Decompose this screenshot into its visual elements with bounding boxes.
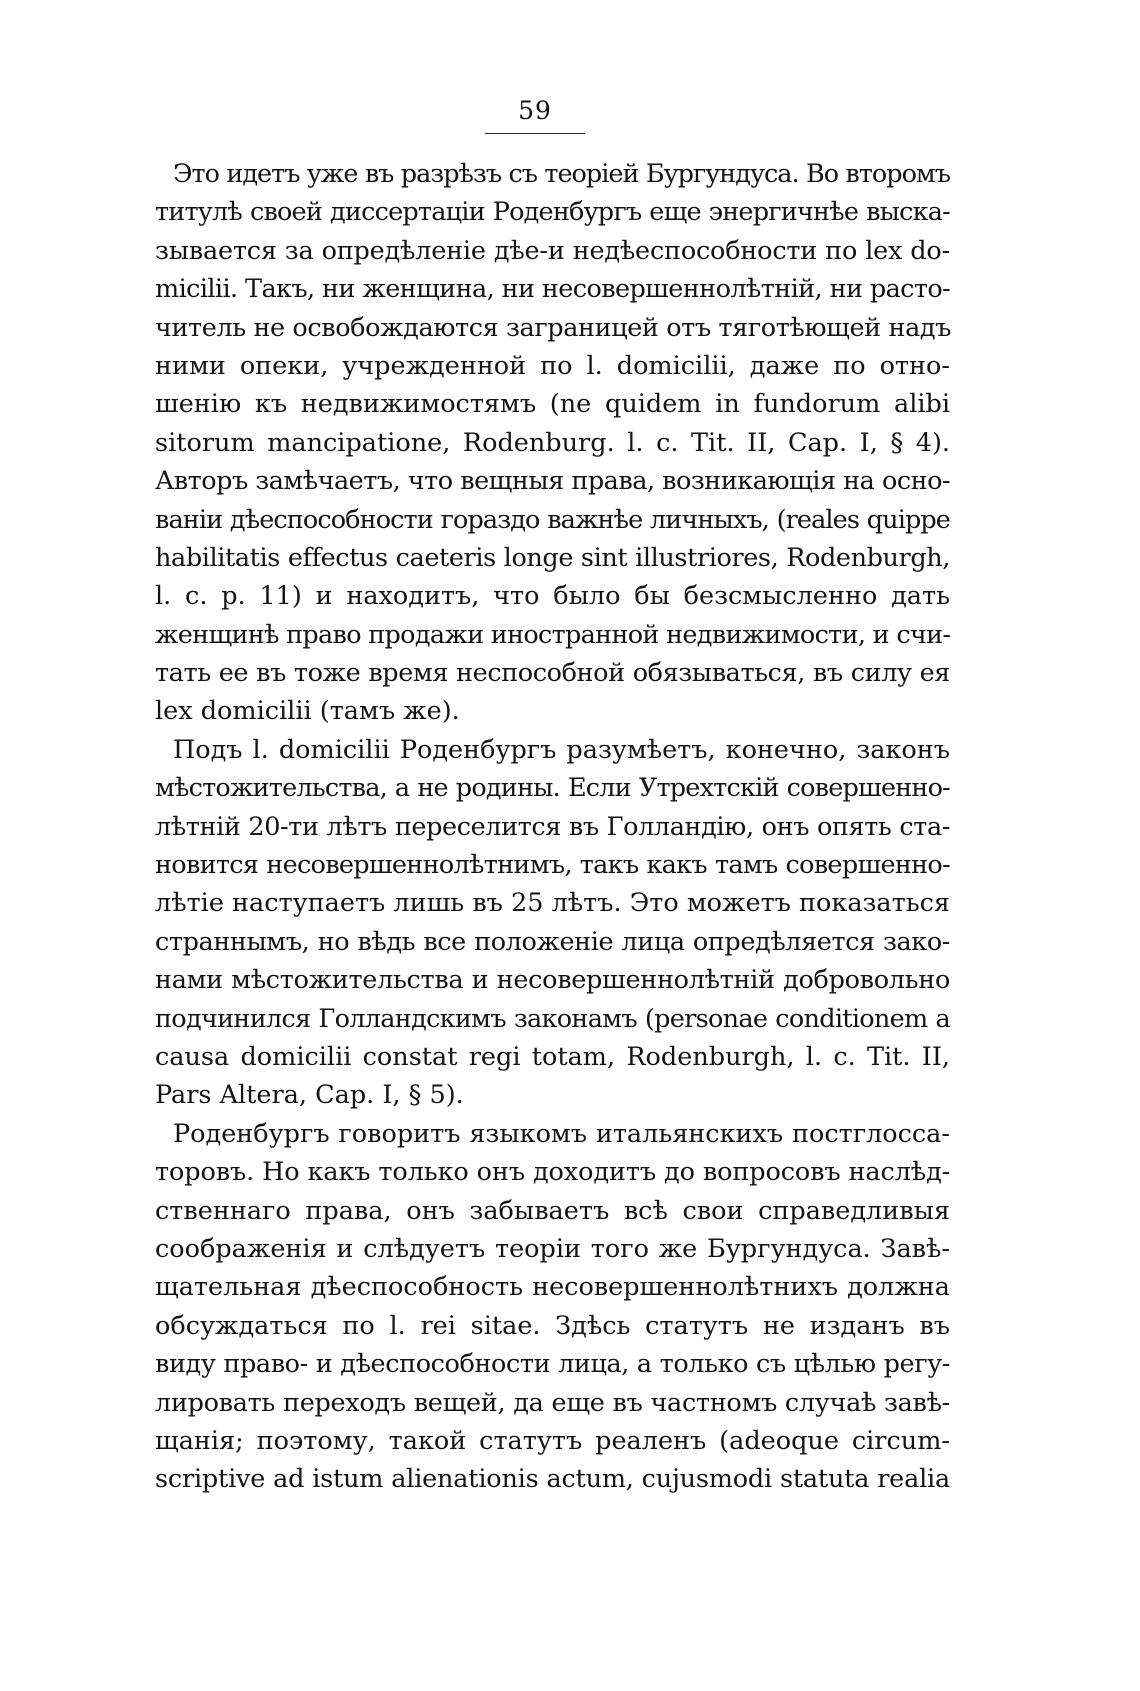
text-line: тать ее въ тоже время неспособной обязываться, въ силу ея [155, 658, 950, 689]
text-line: micilii. Такъ, ни женщина, ни несовершеннолѣтній, ни расто- [155, 274, 951, 305]
text-line: обсуждаться по l. rei sitae. Здѣсь статутъ не изданъ въ [155, 1310, 950, 1341]
text-line: подчинился Голландскимъ законамъ (personae conditionem a [155, 1003, 950, 1034]
text-line: новится несовершеннолѣтнимъ, такъ какъ тамъ совершенно- [155, 850, 950, 881]
text-line: лѣтіе наступаетъ лишь въ 25 лѣтъ. Это можетъ показаться [155, 888, 950, 919]
paragraph-1 [155, 155, 950, 731]
text-line: виду право- и дѣеспособности лица, а только съ цѣлью регу- [155, 1349, 950, 1380]
text-line: ственнаго права, онъ забываетъ всѣ свои справедливыя [155, 1195, 950, 1226]
text-line: Авторъ замѣчаетъ, что вещныя права, возникающія на осно- [155, 466, 951, 497]
text-line: scriptive ad istum alienationis actum, cujusmodi statuta realia [155, 1464, 950, 1495]
text-line: ваніи дѣеспособности гораздо важнѣе личныхъ, (reales quippe [155, 504, 950, 535]
header-rule [485, 133, 585, 134]
text-line: титулѣ своей диссертаціи Роденбургъ еще энергичнѣе выска- [155, 197, 950, 228]
text-line: Это идетъ уже въ разрѣзъ съ теоріей Бургундуса. Во второмъ [173, 159, 950, 189]
text-line: лировать переходъ вещей, да еще въ частномъ случаѣ завѣ- [155, 1387, 950, 1418]
text-line: шенію къ недвижимостямъ (ne quidem in fundorum alibi [155, 389, 950, 420]
text-line: читель не освобождаются заграницей отъ тяготѣющей надъ [155, 312, 952, 343]
text-line: соображенія и слѣдуетъ теоріи того же Бургундуса. Завѣ- [155, 1233, 950, 1264]
body-text [155, 155, 950, 1499]
text-line: l. c. p. 11) и находитъ, что было бы безсмысленно дать [155, 581, 950, 612]
text-line: Роденбургъ говоритъ языкомъ итальянскихъ постглосса- [173, 1118, 950, 1149]
text-line: щательная дѣеспособность несовершеннолѣтнихъ должна [155, 1272, 950, 1303]
text-line: ними опеки, учрежденной по l. domicilii, даже по отно- [155, 350, 950, 381]
text-line: habilitatis effectus caeteris longe sint illustriores, Rodenburgh, [155, 542, 950, 573]
paragraph-3 [155, 1115, 950, 1499]
text-line: Pars Altera, Cap. I, § 5). [155, 1080, 464, 1111]
text-line: торовъ. Но какъ только онъ доходитъ до вопросовъ наслѣд- [155, 1157, 951, 1188]
text-line: лѣтній 20-ти лѣтъ переселится въ Голландію, онъ опять ста- [155, 811, 950, 842]
text-line: щанія; поэтому, такой статутъ реаленъ (adeoque circum- [155, 1425, 950, 1456]
text-line: Подъ l. domicilii Роденбургъ разумѣетъ, конечно, законъ [173, 734, 950, 765]
text-line: зывается за опредѣленіе дѣе-и недѣеспособности по lex do- [155, 235, 950, 266]
text-line: нами мѣстожительства и несовершеннолѣтній добровольно [155, 965, 950, 996]
page-number: 59 [518, 96, 552, 125]
text-line: женщинѣ право продажи иностранной недвижимости, и счи- [155, 619, 951, 650]
text-line: мѣстожительства, а не родины. Если Утрехтскій совершенно- [155, 773, 950, 804]
text-line: страннымъ, но вѣдь все положеніе лица опредѣляется зако- [155, 926, 950, 957]
text-line: causa domicilii constat regi totam, Rodenburgh, l. c. Tit. II, [155, 1041, 950, 1072]
paragraph-2 [155, 731, 950, 1115]
text-line: sitorum mancipatione, Rodenburg. l. c. Tit. II, Cap. I, § 4). [155, 427, 950, 458]
text-line: lex domicilii (тамъ же). [155, 696, 460, 727]
